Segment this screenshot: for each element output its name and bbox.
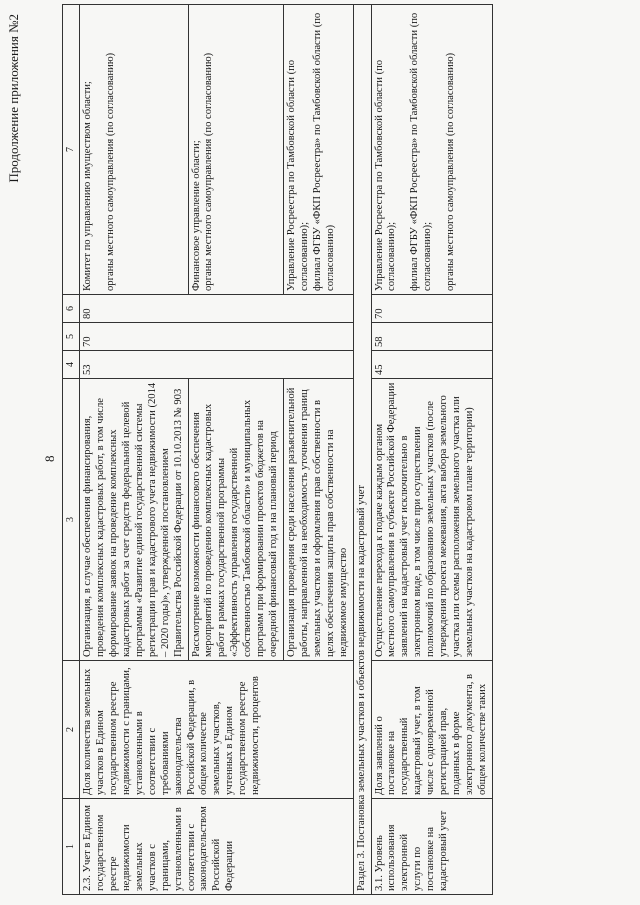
responsible-line: Финансовое управление области; — [190, 140, 202, 291]
responsible-line: Управление Росреестра по Тамбовской области (по согласованию); — [286, 59, 310, 291]
responsible-line: органы местного самоуправления (по согласованию) — [445, 52, 457, 291]
col-number-6: 6 — [63, 295, 80, 323]
task-cell: 3.1. Уровень использования электронной услуги по постановке на кадастровый учет — [371, 799, 492, 895]
value-cell-col6: 70 — [371, 295, 492, 323]
responsible-cell — [80, 5, 188, 295]
col-number-3: 3 — [63, 379, 80, 661]
measure-cell: Организация проведения среди населения разъяснительной работы, направленной на необходимость уточнения границ земельных участков и оформления прав собственности в целях обеспечения защиты прав собственности на недвижимое имущество — [284, 379, 354, 661]
appendix-continuation-label: Продолжение приложения №2 — [6, 14, 21, 183]
indicator-cell: Доля количества земельных участков в Едином государственном реестре недвижимости с границами, установленными в соответствии с требованиями законодательства Российской Федерации, в общем количестве земельных участков, учтенных в Едином государственном реестре недвижимости, процентов — [80, 661, 353, 799]
section-row — [353, 5, 371, 895]
col-number-4: 4 — [63, 351, 80, 379]
col-number-1: 1 — [63, 799, 80, 895]
col-number-5: 5 — [63, 323, 80, 351]
page-number: 8 — [42, 455, 57, 462]
value-cell-col6: 80 — [80, 295, 353, 323]
task-cell: 2.3. Учет в Едином государственном реестре недвижимости земельных участков с границами, установленными в соответствии с законодательством Российской Федерации — [80, 799, 353, 895]
table-row — [80, 5, 188, 895]
responsible-line: филиал ФГБУ «ФКП Росреестра» по Тамбовской области (по согласованию); — [409, 12, 434, 291]
value-cell-col5: 70 — [80, 323, 353, 351]
measure-cell: Рассмотрение возможности финансового обеспечения мероприятий по проведению комплексных кадастровых работ в рамках государственной программы «Эффективность управления государственной собственностью Тамбовской области» и муниципальных программ при формировании проектов бюджетов на очередной финансовый год и на плановый период — [188, 379, 283, 661]
responsible-cell — [188, 5, 283, 295]
section-title: Раздел 3. Постановка земельных участков и объектов недвижимости на кадастровый учет — [353, 5, 371, 895]
responsible-line: Комитет по управлению имуществом области; — [82, 81, 94, 291]
responsible-cell — [371, 5, 492, 295]
responsible-line: органы местного самоуправления (по согласованию) — [105, 52, 117, 291]
table-row — [371, 5, 492, 895]
col-number-2: 2 — [63, 661, 80, 799]
column-number-row — [63, 5, 80, 895]
value-cell-col4: 45 — [371, 351, 492, 379]
col-number-7: 7 — [63, 5, 80, 295]
responsible-cell — [284, 5, 354, 295]
value-cell-col5: 58 — [371, 323, 492, 351]
responsible-line: филиал ФГБУ «ФКП Росреестра» по Тамбовской области (по согласованию) — [311, 12, 336, 291]
measure-cell: Организация, в случае обеспечения финансирования, проведения комплексных кадастровых работ, в том числе формирование заявок на проведение комплексных кадастровых работ за счет средств федеральной целевой программы «Развитие единой государственной системы регистрации прав и кадастрового учета недвижимости (2014 – 2020 годы)», утвержденной постановлением Правительства Российской Федерации от 10.10.2013 № 903 — [80, 379, 188, 661]
responsible-line: Управление Росреестра по Тамбовской области (по согласованию); — [373, 59, 398, 291]
measure-cell: Осуществление перехода к подаче каждым органом местного самоуправления в субъекте Российской Федерации заявлений на кадастровый учет исключительно в электронном виде, в том числе при осуществлении полномочий по образованию земельных участков (после утверждения проекта межевания, акта выбора земельного участка или схемы расположения земельного участка или земельных участков на кадастровом плане территории) — [371, 379, 492, 661]
responsible-line: органы местного самоуправления (по согласованию) — [203, 52, 215, 291]
value-cell-col4: 53 — [80, 351, 353, 379]
measures-table — [62, 4, 493, 895]
indicator-cell: Доля заявлений о постановке на государственный кадастровый учет, в том числе с одновременной регистрацией прав, поданных в форме электронного документа, в общем количестве таких — [371, 661, 492, 799]
